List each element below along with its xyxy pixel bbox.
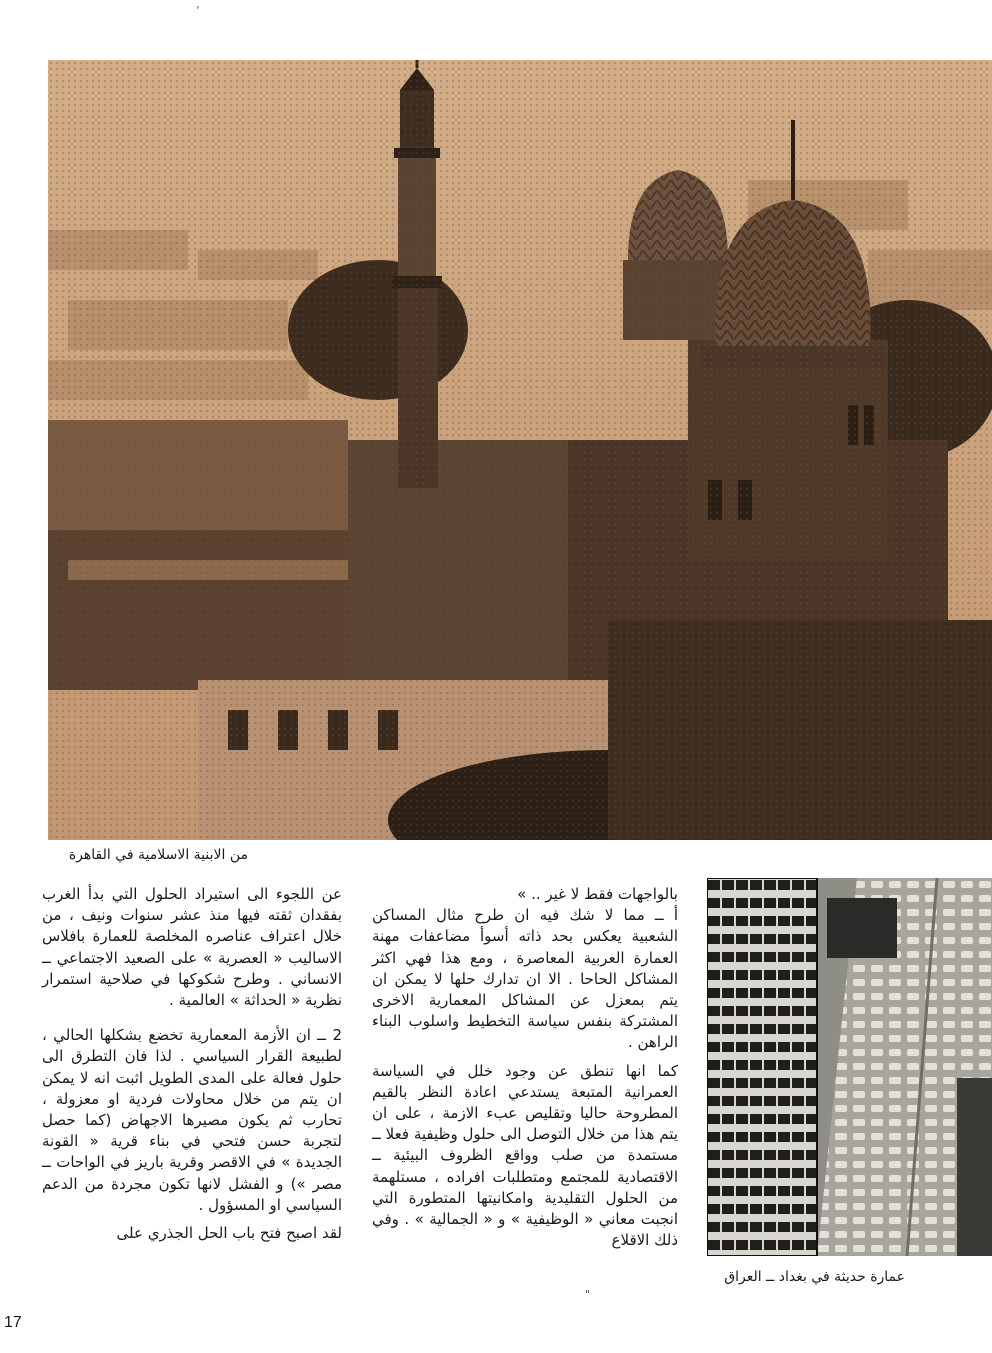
baghdad-street-photo (707, 878, 992, 1256)
print-mark: " (585, 1288, 591, 1301)
main-photo-caption: من الابنية الاسلامية في القاهرة (68, 847, 248, 863)
paragraph: 2 ــ ان الأزمة المعمارية تخضع بشكلها الحالي ، لطبيعة القرار السياسي . لذا فان التطرق الى حلول فعالة على المدى الطويل اثبت انه لا يمكن ان يتم من خلال محاولات فردية او معزولة ، تحارب ثم يكون مصيرها الاجهاض (كما حصل لتجربة حسن فتحي في بناء قرية « القونة الجديدة » في الاقصر وقرية باريز في الواحات ــ مصر ») و الفشل لانها تكون مجردة من الدعم السياسي او المسؤول . (42, 1026, 342, 1214)
page-number: 17 (4, 1314, 22, 1331)
paragraph: عن اللجوء الى استيراد الحلول التي بدأ الغرب بفقدان ثقته فيها منذ عشر سنوات ونيف ، من خلال اعتراف عناصره المخلصة للعمارة بافلاس الاساليب « العصرية » على الصعيد الاجتماعي ــ الانساني . وطرح شكوكها في صلاحية استمرار نظرية « الحداثة » العالمية . (42, 885, 342, 1010)
paragraph: بالواجهات فقط لا غير .. » (517, 885, 678, 903)
paragraph: أ ــ مما لا شك فيه ان طرح مثال المساكن الشعبية يعكس بحد ذاته أسوأ مضاعفات مهنة العمارة العربية المعاصرة ، ومع هذا فهي اكثر المشاكل الحاحا . الا ان تدارك حلها لا يمكن ان يتم بمعزل عن المشاكل المعمارية الاخرى المشتركة بنفس سياسة التخطيط واسلوب البناء الراهن . (372, 906, 678, 1052)
article-column-middle (372, 884, 678, 1251)
side-photo-caption: عمارة حديثة في بغداد ــ العراق (724, 1269, 905, 1285)
article-column-left (42, 884, 342, 1244)
corner-mark: ’ (196, 4, 200, 18)
cairo-mosque-photo (48, 60, 992, 840)
baghdad-street-illustration (707, 878, 992, 1256)
paragraph: لقد اصبح فتح باب الحل الجذري على (116, 1224, 342, 1243)
paragraph: كما انها تنطق عن وجود خلل في السياسة العمرانية المتبعة يستدعي اعادة النظر بالقيم المطروحة حاليا وتقليص عبء الازمة ، على ان يتم هذا من خلال التوصل الى حلول وظيفية فعلا ــ مستمدة من صلب وواقع الظروف البيئية ــ الاقتصادية للمجتمع ومتطلبات افراده ، مستلهمة من الحلول التقليدية وامكانيتها المتطورة التي انجبت معاني « الوظيفية » و « الجمالية » . وفي ذلك الاقلاع (372, 1061, 678, 1250)
cairo-mosque-illustration (48, 60, 992, 840)
